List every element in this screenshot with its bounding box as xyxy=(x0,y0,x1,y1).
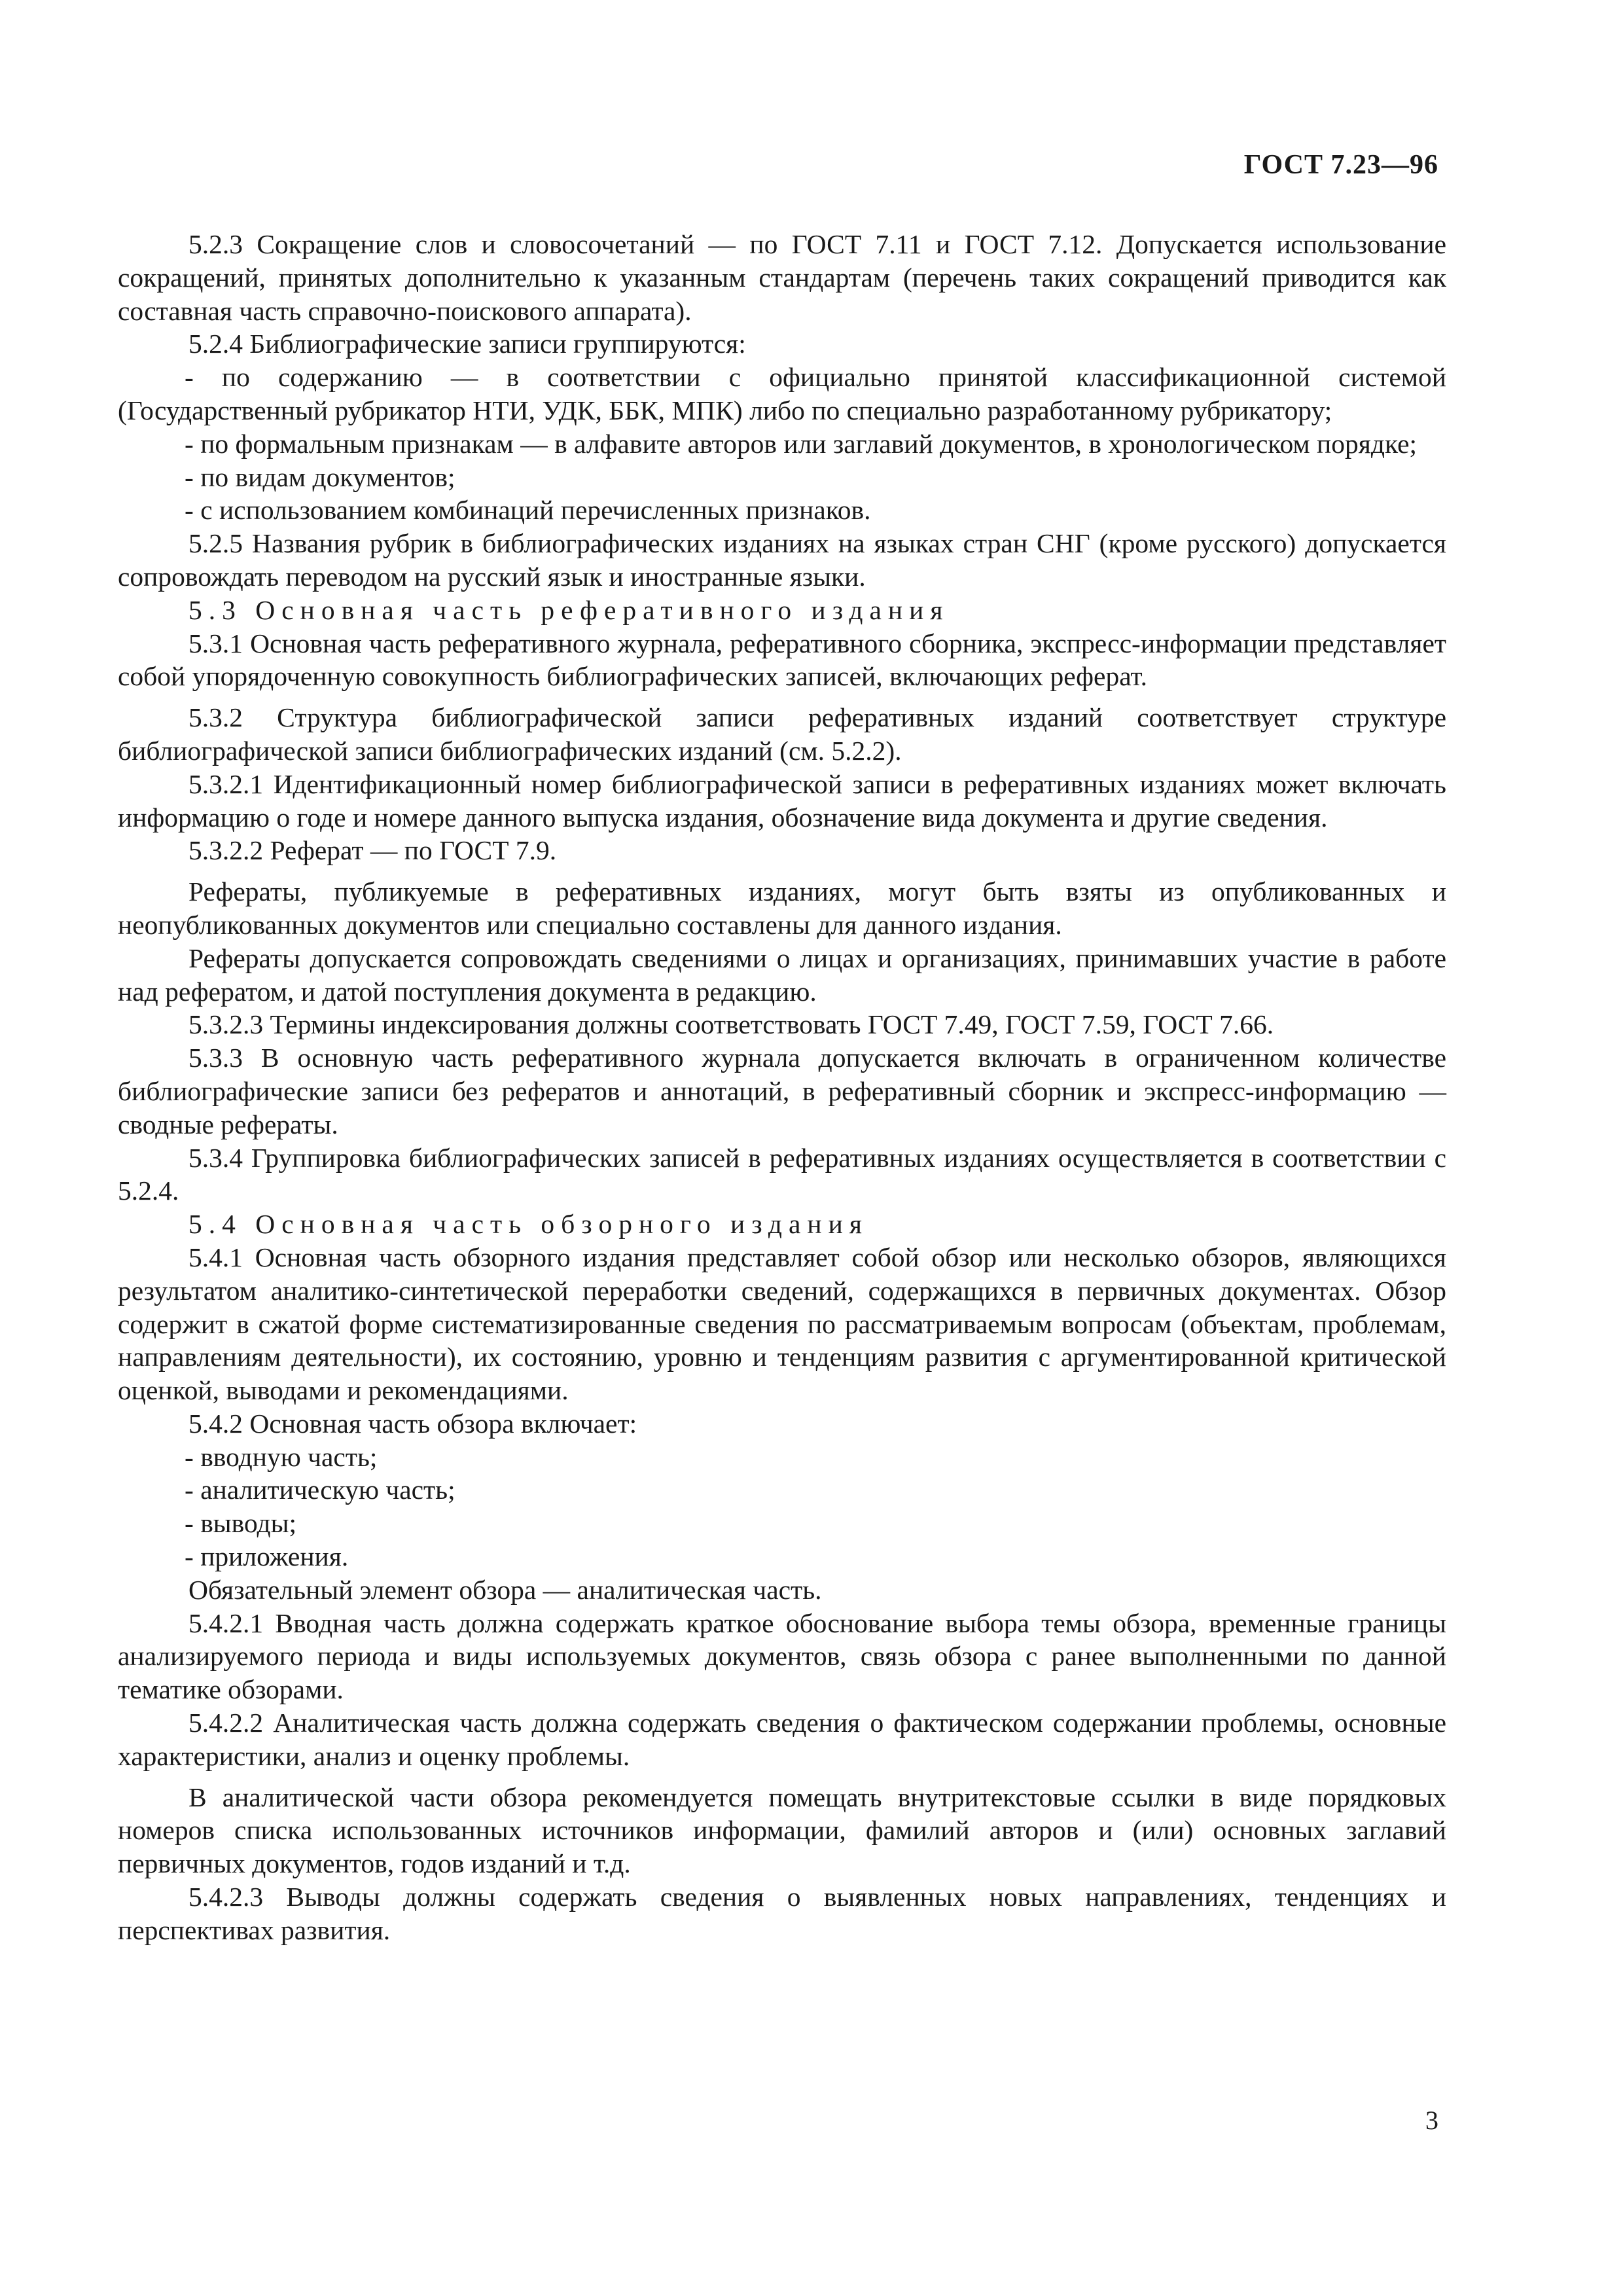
paragraph: Рефераты, публикуемые в реферативных изданиях, могут быть взяты из опубликованных и неопубликованных документов или специально составлены для данного издания. xyxy=(118,876,1446,940)
paragraph: В аналитической части обзора рекомендуется помещать внутритекстовые ссылки в виде порядковых номеров списка использованных источников информации, фамилий авторов и (или) основных заглавий первичных документов, годов изданий и т.д. xyxy=(118,1782,1446,1879)
document-body xyxy=(118,228,1446,1947)
paragraph: 5.4.2.2 Аналитическая часть должна содержать сведения о фактическом содержании проблемы, основные характеристики, анализ и оценку проблемы. xyxy=(118,1708,1446,1771)
list-item: - с использованием комбинаций перечисленных признаков. xyxy=(185,495,871,526)
paragraph: 5.4.2.1 Вводная часть должна содержать краткое обоснование выбора темы обзора, временные границы анализируемого периода и виды используемых документов, связь обзора с ранее выполненными по данной тематике обзорами. xyxy=(118,1607,1446,1705)
list-item: - по формальным признакам — в алфавите авторов или заглавий документов, в хронологическом порядке; xyxy=(185,428,1418,459)
paragraph: Обязательный элемент обзора — аналитическая часть. xyxy=(188,1574,822,1605)
paragraph: 5.3.1 Основная часть реферативного журнала, реферативного сборника, экспресс-информации представляет собой упорядоченную совокупность библиографических записей, включающих реферат. xyxy=(118,628,1446,692)
paragraph: Рефераты допускается сопровождать сведениями о лицах и организациях, принимавших участие в работе над рефератом, и датой поступления документа в редакцию. xyxy=(118,942,1446,1007)
paragraph: 5.2.5 Названия рубрик в библиографических изданиях на языках стран СНГ (кроме русского) допускается сопровождать переводом на русский язык и иностранные языки. xyxy=(118,528,1446,592)
list-item: - выводы; xyxy=(185,1508,297,1539)
paragraph: 5.3.4 Группировка библиографических записей в реферативных изданиях осуществляется в соответствии с 5.2.4. xyxy=(118,1142,1446,1206)
paragraph: 5.4.2 Основная часть обзора включает: xyxy=(188,1408,637,1439)
list-item: - по видам документов; xyxy=(185,461,455,492)
list-item: - вводную часть; xyxy=(185,1441,378,1472)
paragraph: 5.3.2 Структура библиографической записи реферативных изданий соответствует структуре библиографической записи библиографических изданий (см. 5.2.2). xyxy=(118,702,1446,766)
list-item: - приложения. xyxy=(185,1541,349,1572)
list-item: - аналитическую часть; xyxy=(185,1475,455,1505)
paragraph: 5.2.3 Сокращение слов и словосочетаний — по ГОСТ 7.11 и ГОСТ 7.12. Допускается использование сокращений, принятых дополнительно к указанным стандартам (перечень таких сокращений приводится как составная часть справочно-поискового аппарата). xyxy=(118,229,1446,326)
paragraph: 5.3.3 В основную часть реферативного журнала допускается включать в ограниченном количестве библиографические записи без рефератов и аннотаций, в реферативный сборник и экспресс-информацию — сводные рефераты. xyxy=(118,1043,1446,1139)
document-header: ГОСТ 7.23—96 xyxy=(1243,150,1438,180)
list-item: - по содержанию — в соответствии с официально принятой классификационной системой (Государственный рубрикатор НТИ, УДК, ББК, МПК) либо по специально разработанному рубрикатору; xyxy=(118,362,1446,425)
paragraph: 5.2.4 Библиографические записи группируются: xyxy=(188,329,746,359)
paragraph: 5.3.2.2 Реферат — по ГОСТ 7.9. xyxy=(188,835,557,866)
section-heading: 5.3 Основная часть реферативного издания xyxy=(188,594,950,625)
paragraph: 5.4.1 Основная часть обзорного издания представляет собой обзор или несколько обзоров, являющихся результатом аналитико-синтетической переработки сведений, содержащихся в первичных документах. Обзор содержит в сжатой форме систематизированные сведения по рассматриваемым вопросам (объектам, проблемам, направлениям деятельности), их состоянию, уровню и тенденциям развития с аргументированной критической оценкой, выводами и рекомендациями. xyxy=(118,1242,1446,1406)
paragraph: 5.4.2.3 Выводы должны содержать сведения о выявленных новых направлениях, тенденциях и перспективах развития. xyxy=(118,1882,1446,1945)
paragraph: 5.3.2.1 Идентификационный номер библиографической записи в реферативных изданиях может включать информацию о годе и номере данного выпуска издания, обозначение вида документа и другие сведения. xyxy=(118,768,1446,833)
section-heading: 5.4 Основная часть обзорного издания xyxy=(188,1209,868,1240)
page-number: 3 xyxy=(1425,2106,1438,2135)
paragraph: 5.3.2.3 Термины индексирования должны соответствовать ГОСТ 7.49, ГОСТ 7.59, ГОСТ 7.66. xyxy=(188,1009,1274,1040)
